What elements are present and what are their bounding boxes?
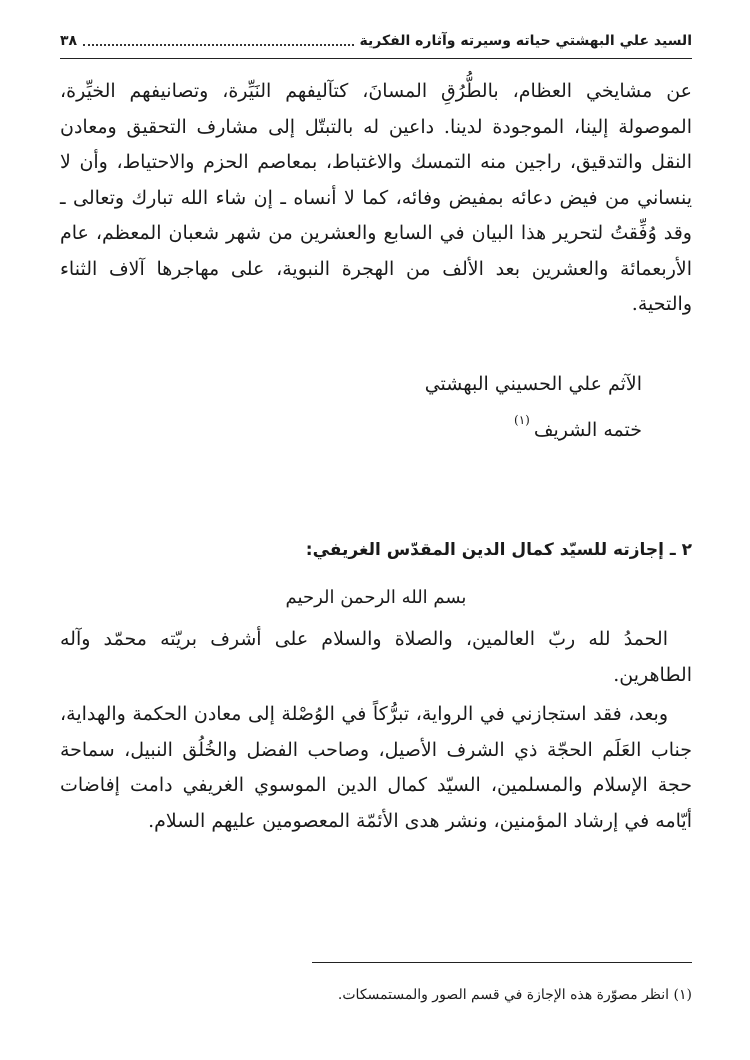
header-dot-leader <box>83 44 353 46</box>
basmala: بسم الله الرحمن الرحيم <box>285 587 467 608</box>
signature-name: الآثم علي الحسيني البهشتي <box>424 373 642 395</box>
page-number: ٣٨ <box>60 33 78 49</box>
book-page <box>60 0 692 1060</box>
paragraph-2: الحمدُ لله ربّ العالمين، والصلاة والسلام على أشرف بريّته محمّد وآله الطاهرين. <box>60 628 692 686</box>
paragraph-1: عن مشايخي العظام، بالطُّرُقِ المسانَ، كتآليفهم النَيِّرة، وتصانيفهم الخيِّرة، الموصولة إلينا، الموجودة لدينا. داعين له بالتبتّل إلى مشارف التحقيق ومعادن النقل والتدقيق، راجين منه التمسك والاغتباط، بمعاصم الحزم والاحتياط، وأن لا ينساني من فيض دعائه بمفيض وفائه، كما لا أنساه ـ إن شاء الله تبارك وتعالى ـ وقد وُفِّقتُ لتحرير هذا البيان في السابع والعشرين من شهر شعبان المعظم، عام الأربعمائة والعشرين بعد الألف من الهجرة النبوية، على مهاجرها آلاف الثناء والتحية. <box>60 80 692 315</box>
footnote: (١) انظر مصوّرة هذه الإجازة في قسم الصور والمستمسكات. <box>337 987 692 1003</box>
running-header <box>60 28 692 54</box>
header-title: السيد علي البهشتي حياته وسيرته وآثاره الفكرية <box>359 33 692 49</box>
body-text-bottom <box>60 622 692 843</box>
footnote-reference[interactable]: (١) <box>514 413 530 427</box>
signature-block <box>425 366 642 448</box>
signature-seal-text: ختمه الشريف <box>533 419 642 441</box>
section-heading: ٢ ـ إجازته للسيّد كمال الدين المقدّس الغريفي: <box>305 540 692 560</box>
body-text-top <box>60 74 692 323</box>
footnote-rule <box>312 962 692 963</box>
paragraph-3: وبعد، فقد استجازني في الرواية، تبرُّكاً في الوُصْلة إلى معادن الحكمة والهداية، جناب العَلَم الحجّة ذي الشرف الأصيل، وصاحب الفضل والخُلُق النبيل، سماحة حجة الإسلام والمسلمين، السيّد كمال الدين الموسوي الغريفي دامت إفاضات أيّامه في إرشاد المؤمنين، ونشر هدى الأئمّة المعصومين عليهم السلام. <box>60 703 692 832</box>
header-rule <box>60 58 692 59</box>
signature-seal-line <box>425 402 642 448</box>
